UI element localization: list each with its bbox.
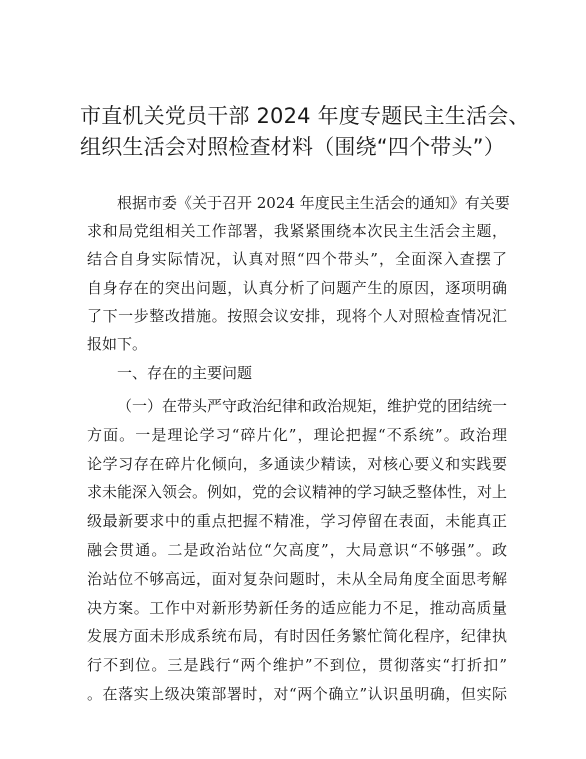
section-line: 。在落实上级决策部署时，对“两个确立”认识虽明确，但实际 [87,684,507,703]
intro-paragraph [87,189,510,358]
section-heading: 一、存在的主要问题 [117,364,253,382]
section-line: （一）在带头严守政治纪律和政治规矩，维护党的团结统一 [117,397,508,415]
intro-line: 了下一步整改措施。按照会议安排，现将个人对照检查情况汇 [87,306,507,325]
intro-line: 结合自身实际情况，认真对照“四个带头”，全面深入查摆了 [87,250,507,269]
section-line: 级最新要求中的重点把握不精准，学习停留在表面，未能真正 [87,512,507,531]
intro-line: 报如下。 [87,334,148,353]
intro-line: 自身存在的突出问题，认真分析了问题产生的原因，逐项明确 [87,278,507,297]
section-line: 求未能深入领会。例如，党的会议精神的学习缺乏整体性，对上 [87,483,508,502]
document-title [80,101,530,163]
section-line: 发展方面未形成系统布局，有时因任务繁忙简化程序，纪律执 [87,627,507,646]
section-line: 融会贯通。二是政治站位“欠高度”，大局意识“不够强”。政 [87,540,507,559]
intro-line: 根据市委《关于召开 2024 年度民主生活会的通知》有关要 [117,194,510,212]
section-line: 行不到位。三是践行“两个维护”不到位，贯彻落实“打折扣” [87,656,507,675]
title-line: 市直机关党员干部 2024 年度专题民主生活会、 [80,104,530,128]
title-line: 组织生活会对照检查材料（围绕“四个带头”） [80,135,505,159]
section-line: 决方案。工作中对新形势新任务的适应能力不足，推动高质量 [87,598,507,617]
intro-line: 求和局党组相关工作部署，我紧紧围绕本次民主生活会主题， [87,222,507,241]
section-line: 治站位不够高远，面对复杂问题时，未从全局角度全面思考解 [87,569,507,588]
section-paragraph [87,392,507,709]
section-line: 论学习存在碎片化倾向，多通读少精读，对核心要义和实践要 [87,454,507,473]
section-line: 方面。一是理论学习“碎片化”，理论把握“不系统”。政治理 [87,425,507,444]
